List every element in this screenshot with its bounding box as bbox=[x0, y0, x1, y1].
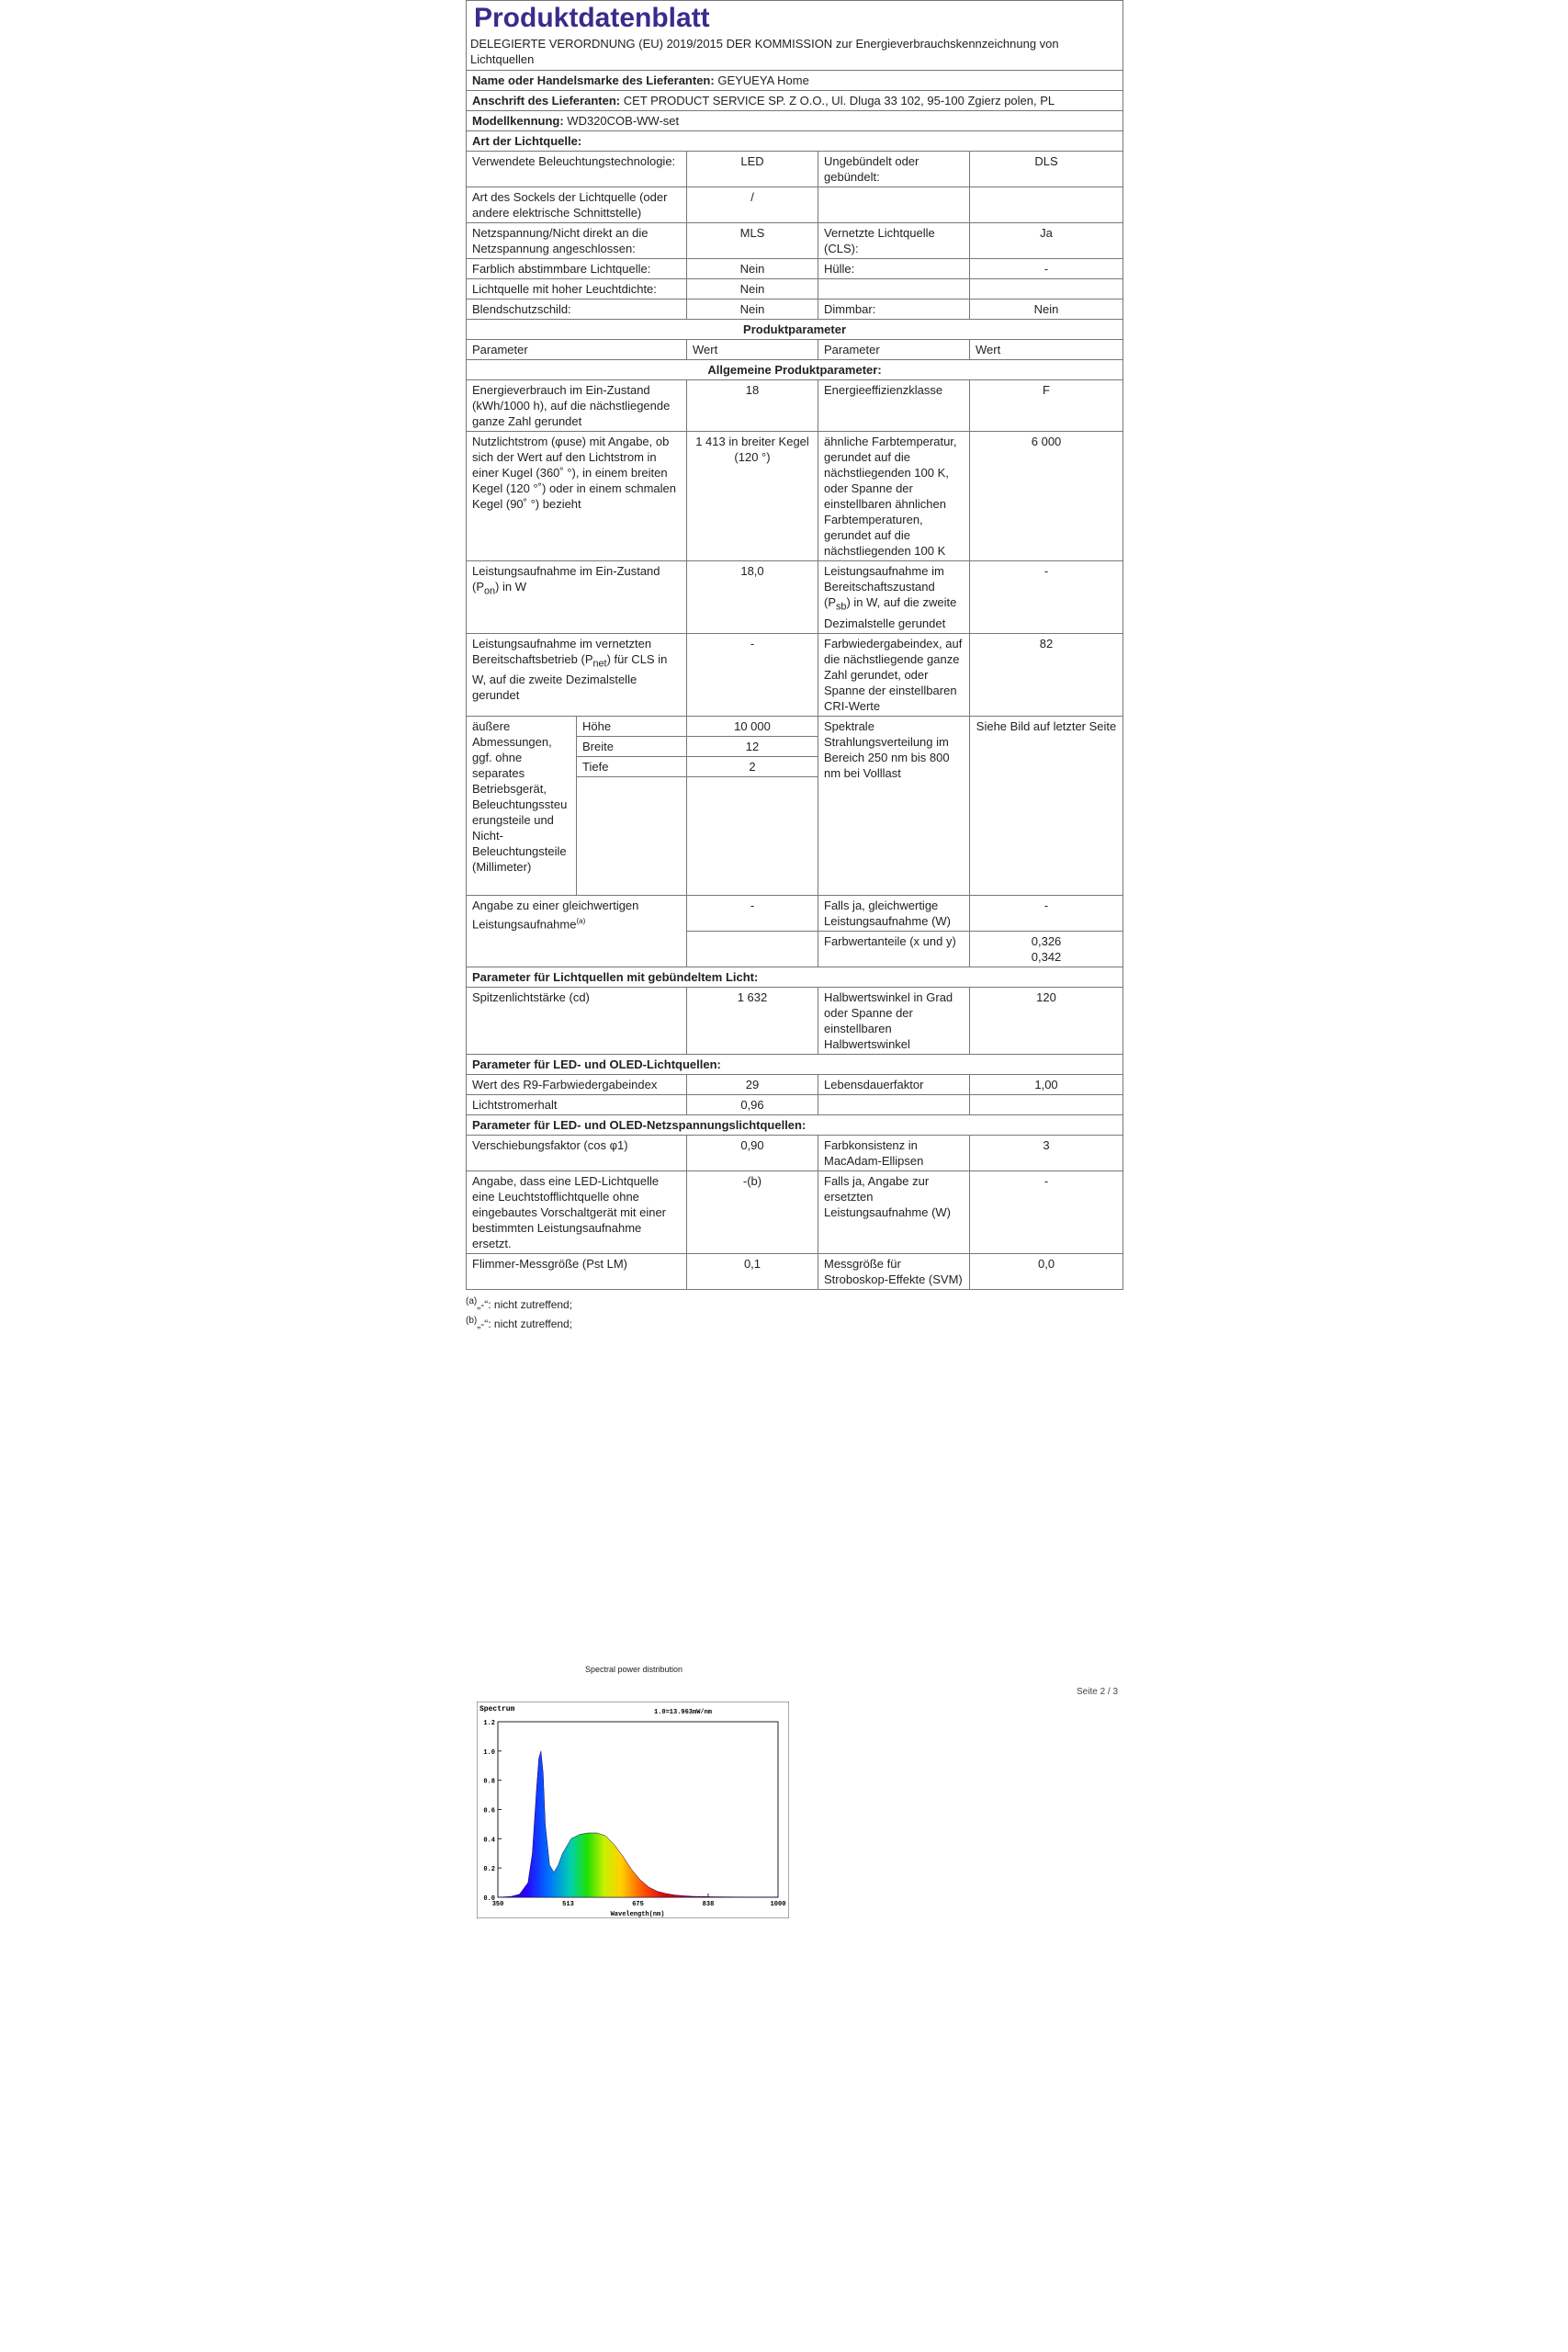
table-row bbox=[467, 1135, 1123, 1170]
cell-label: Nutzlichtstrom (φuse) mit Angabe, ob sich der Wert auf den Lichtstrom in einer Kugel (360˚ °), in einem breiten Kegel (120 °˚) oder in einem schmalen Kegel (90˚ °) bezieht bbox=[467, 432, 687, 561]
dimensions-row bbox=[467, 716, 1123, 736]
cell-value: -(b) bbox=[687, 1170, 818, 1253]
supplier-address-label: Anschrift des Lieferanten: bbox=[472, 94, 621, 107]
cell-value: Nein bbox=[687, 300, 818, 320]
directional-heading-row bbox=[467, 967, 1123, 987]
cell-value: 18 bbox=[687, 380, 818, 432]
cell-label bbox=[818, 187, 970, 223]
y-tick-label: 0.8 bbox=[483, 1778, 495, 1786]
cell-value bbox=[970, 187, 1123, 223]
y-tick-label: 0.6 bbox=[483, 1807, 495, 1815]
table-row bbox=[467, 432, 1123, 561]
cell-value: MLS bbox=[687, 223, 818, 259]
x-tick-label: 513 bbox=[562, 1901, 574, 1908]
cell-label: Art des Sockels der Lichtquelle (oder andere elektrische Schnittstelle) bbox=[467, 187, 687, 223]
cell-value: F bbox=[970, 380, 1123, 432]
x-tick-label: 1000 bbox=[770, 1901, 786, 1908]
table-row bbox=[467, 895, 1123, 931]
cell-value: DLS bbox=[970, 152, 1123, 187]
product-params-heading-row bbox=[467, 320, 1123, 340]
supplier-name-value: GEYUEYA Home bbox=[717, 74, 809, 87]
cell-value: 18,0 bbox=[687, 561, 818, 634]
cell-value: 82 bbox=[970, 633, 1123, 716]
supplier-address-row bbox=[467, 91, 1123, 111]
cell-value: 1,00 bbox=[970, 1074, 1123, 1094]
table-row bbox=[467, 152, 1123, 187]
cell-label: Dimmbar: bbox=[818, 300, 970, 320]
cell-label: Farbkonsistenz in MacAdam-Ellipsen bbox=[818, 1135, 970, 1170]
cell-value: - bbox=[687, 633, 818, 716]
cell-value: Nein bbox=[687, 279, 818, 300]
y-tick-label: 0.4 bbox=[483, 1837, 495, 1845]
column-header-parameter: Parameter bbox=[818, 340, 970, 360]
spectrum-plot-label: Spectrum bbox=[479, 1705, 515, 1713]
cell-value: - bbox=[970, 1170, 1123, 1253]
table-row bbox=[467, 259, 1123, 279]
cell-label: Angabe, dass eine LED-Lichtquelle eine Leuchtstofflichtquelle ohne eingebautes Vorschaltgerät mit einer bestimmten Leistungsaufnahme ersetzt. bbox=[467, 1170, 687, 1253]
chromaticity-label: Farbwertanteile (x und y) bbox=[818, 931, 970, 967]
spectral-distribution-label: Spektrale Strahlungsverteilung im Bereich 250 nm bis 800 nm bei Volllast bbox=[818, 716, 970, 895]
dimensions-label: äußere Abmessungen, ggf. ohne separates Betriebsgerät, Beleuchtungssteuerungsteile und Nicht-Beleuchtungsteile (Millimeter) bbox=[467, 716, 577, 895]
column-header-row bbox=[467, 340, 1123, 360]
model-label: Modellkennung: bbox=[472, 114, 564, 128]
cell-label: Lebensdauerfaktor bbox=[818, 1074, 970, 1094]
cell-value: 1 632 bbox=[687, 987, 818, 1054]
cell-label: Wert des R9-Farbwiedergabeindex bbox=[467, 1074, 687, 1094]
cell-label: Spitzenlichtstärke (cd) bbox=[467, 987, 687, 1054]
led-heading-row bbox=[467, 1054, 1123, 1074]
cell-value: 120 bbox=[970, 987, 1123, 1054]
type-heading-row bbox=[467, 131, 1123, 152]
cell-label: Farblich abstimmbare Lichtquelle: bbox=[467, 259, 687, 279]
cell-label: Energieeffizienzklasse bbox=[818, 380, 970, 432]
type-heading: Art der Lichtquelle: bbox=[467, 131, 1123, 152]
cell-label: Farbwiedergabeindex, auf die nächstliegende ganze Zahl gerundet, oder Spanne der einstellbaren CRI-Werte bbox=[818, 633, 970, 716]
empty-cell bbox=[818, 1094, 970, 1114]
cell-value: 1 413 in breiter Kegel (120 °) bbox=[687, 432, 818, 561]
column-header-parameter: Parameter bbox=[467, 340, 687, 360]
x-tick-label: 838 bbox=[702, 1901, 715, 1908]
column-header-value: Wert bbox=[970, 340, 1123, 360]
title-row bbox=[467, 1, 1123, 71]
x-tick-label: 350 bbox=[491, 1901, 504, 1908]
footnotes bbox=[466, 1294, 1122, 1332]
footnote-b: $^{(b)}$„-“: nicht zutreffend; bbox=[466, 1315, 573, 1330]
cell-label: Flimmer-Messgröße (Pst LM) bbox=[467, 1253, 687, 1289]
supplier-name-row bbox=[467, 71, 1123, 91]
footnote-a: $^{(a)}$„-“: nicht zutreffend; bbox=[466, 1295, 573, 1311]
network-standby-label: Leistungsaufnahme im vernetzten Bereitschaftsbetrieb $(P_{net})$ für CLS in W, auf die zweite Dezimalstelle gerundet bbox=[467, 633, 687, 716]
depth-label: Tiefe bbox=[577, 756, 687, 776]
cell-label: Lichtstromerhalt bbox=[467, 1094, 687, 1114]
led-mains-heading-row bbox=[467, 1114, 1123, 1135]
cell-value: - bbox=[970, 561, 1123, 634]
cell-label: Hülle: bbox=[818, 259, 970, 279]
cell-value: Nein bbox=[687, 259, 818, 279]
table-row bbox=[467, 987, 1123, 1054]
height-value: 10 000 bbox=[687, 716, 818, 736]
dimensions-spacer bbox=[577, 776, 687, 895]
height-label: Höhe bbox=[577, 716, 687, 736]
led-mains-heading: Parameter für LED- und OLED-Netzspannungslichtquellen: bbox=[467, 1114, 1123, 1135]
cell-value: 3 bbox=[970, 1135, 1123, 1170]
cell-value: Nein bbox=[970, 300, 1123, 320]
y-tick-label: 1.2 bbox=[483, 1720, 495, 1727]
table-row bbox=[467, 561, 1123, 634]
spectrum-chart-title: Spectral power distribution bbox=[585, 1665, 683, 1674]
table-row bbox=[467, 187, 1123, 223]
spectrum-chart bbox=[477, 1702, 789, 1918]
cell-label: Vernetzte Lichtquelle (CLS): bbox=[818, 223, 970, 259]
page-number: Seite 2 / 3 bbox=[1077, 1687, 1119, 1697]
depth-value: 2 bbox=[687, 756, 818, 776]
power-on-label: Leistungsaufnahme im Ein-Zustand $(P_{on})$ in W bbox=[467, 561, 687, 634]
table-row bbox=[467, 380, 1123, 432]
table-row bbox=[467, 300, 1123, 320]
table-row bbox=[467, 1094, 1123, 1114]
cell-value: / bbox=[687, 187, 818, 223]
table-row bbox=[467, 223, 1123, 259]
model-value: WD320COB-WW-set bbox=[567, 114, 680, 128]
table-row bbox=[467, 279, 1123, 300]
y-tick-label: 0.0 bbox=[483, 1895, 495, 1903]
datasheet-table bbox=[466, 0, 1123, 1290]
empty-cell bbox=[687, 931, 818, 967]
cell-value: 0,90 bbox=[687, 1135, 818, 1170]
cell-value: 0,0 bbox=[970, 1253, 1123, 1289]
cell-value: - bbox=[970, 259, 1123, 279]
supplier-address-value: CET PRODUCT SERVICE SP. Z O.O., Ul. Dluga 33 102, 95-100 Zgierz polen, PL bbox=[623, 94, 1055, 107]
product-data-sheet bbox=[466, 0, 1122, 1332]
column-header-value: Wert bbox=[687, 340, 818, 360]
cell-value: 6 000 bbox=[970, 432, 1123, 561]
directional-heading: Parameter für Lichtquellen mit gebündeltem Licht: bbox=[467, 967, 1123, 987]
cell-label: Netzspannung/Nicht direkt an die Netzspannung angeschlossen: bbox=[467, 223, 687, 259]
chromaticity-value: 0,326 0,342 bbox=[970, 931, 1123, 967]
led-oled-heading: Parameter für LED- und OLED-Lichtquellen: bbox=[467, 1054, 1123, 1074]
cell-label: Blendschutzschild: bbox=[467, 300, 687, 320]
cell-label: Energieverbrauch im Ein-Zustand (kWh/1000 h), auf die nächstliegende ganze Zahl gerundet bbox=[467, 380, 687, 432]
width-value: 12 bbox=[687, 736, 818, 756]
cell-value: - bbox=[970, 895, 1123, 931]
y-tick-label: 1.0 bbox=[483, 1748, 495, 1757]
model-row bbox=[467, 111, 1123, 131]
cell-value bbox=[970, 279, 1123, 300]
standby-power-label: Leistungsaufnahme im Bereitschaftszustand $(P_{sb})$ in W, auf die zweite Dezimalstelle gerundet bbox=[818, 561, 970, 634]
y-tick-label: 0.2 bbox=[483, 1866, 495, 1874]
table-row bbox=[467, 1253, 1123, 1289]
cell-label: Verschiebungsfaktor (cos φ1) bbox=[467, 1135, 687, 1170]
cell-value: 29 bbox=[687, 1074, 818, 1094]
supplier-name-label: Name oder Handelsmarke des Lieferanten: bbox=[472, 74, 715, 87]
dimensions-spacer bbox=[687, 776, 818, 895]
equivalent-power-label: Angabe zu einer gleichwertigen Leistungsaufnahme$^{(a)}$ bbox=[467, 895, 687, 967]
width-label: Breite bbox=[577, 736, 687, 756]
cell-value: LED bbox=[687, 152, 818, 187]
cell-label: Halbwertswinkel in Grad oder Spanne der einstellbaren Halbwertswinkel bbox=[818, 987, 970, 1054]
cell-value: - bbox=[687, 895, 818, 931]
table-row bbox=[467, 1170, 1123, 1253]
document-title: Produktdatenblatt bbox=[474, 3, 710, 33]
cell-label: Ungebündelt oder gebündelt: bbox=[818, 152, 970, 187]
table-row bbox=[467, 633, 1123, 716]
x-axis-label: Wavelength(nm) bbox=[610, 1911, 665, 1918]
product-params-heading: Produktparameter bbox=[467, 320, 1123, 340]
cell-value: 0,1 bbox=[687, 1253, 818, 1289]
table-row bbox=[467, 1074, 1123, 1094]
general-heading-row bbox=[467, 360, 1123, 380]
cell-label: Messgröße für Stroboskop-Effekte (SVM) bbox=[818, 1253, 970, 1289]
general-params-heading: Allgemeine Produktparameter: bbox=[467, 360, 1123, 380]
scale-annotation: 1.0=13.963mW/nm bbox=[654, 1709, 713, 1716]
regulation-text: DELEGIERTE VERORDNUNG (EU) 2019/2015 DER KOMMISSION zur Energieverbrauchskennzeichnung von Lichtquellen bbox=[470, 37, 1059, 66]
spectral-distribution-value: Siehe Bild auf letzter Seite bbox=[970, 716, 1123, 895]
cell-label: Verwendete Beleuchtungstechnologie: bbox=[467, 152, 687, 187]
cell-label: Lichtquelle mit hoher Leuchtdichte: bbox=[467, 279, 687, 300]
cell-label bbox=[818, 279, 970, 300]
empty-cell bbox=[970, 1094, 1123, 1114]
cell-label: Falls ja, Angabe zur ersetzten Leistungsaufnahme (W) bbox=[818, 1170, 970, 1253]
x-tick-label: 675 bbox=[632, 1901, 644, 1908]
cell-value: 0,96 bbox=[687, 1094, 818, 1114]
cell-label: Falls ja, gleichwertige Leistungsaufnahme (W) bbox=[818, 895, 970, 931]
cell-value: Ja bbox=[970, 223, 1123, 259]
cell-label: ähnliche Farbtemperatur, gerundet auf die nächstliegenden 100 K, oder Spanne der einstellbaren ähnlichen Farbtemperaturen, gerundet auf die nächstliegenden 100 K bbox=[818, 432, 970, 561]
